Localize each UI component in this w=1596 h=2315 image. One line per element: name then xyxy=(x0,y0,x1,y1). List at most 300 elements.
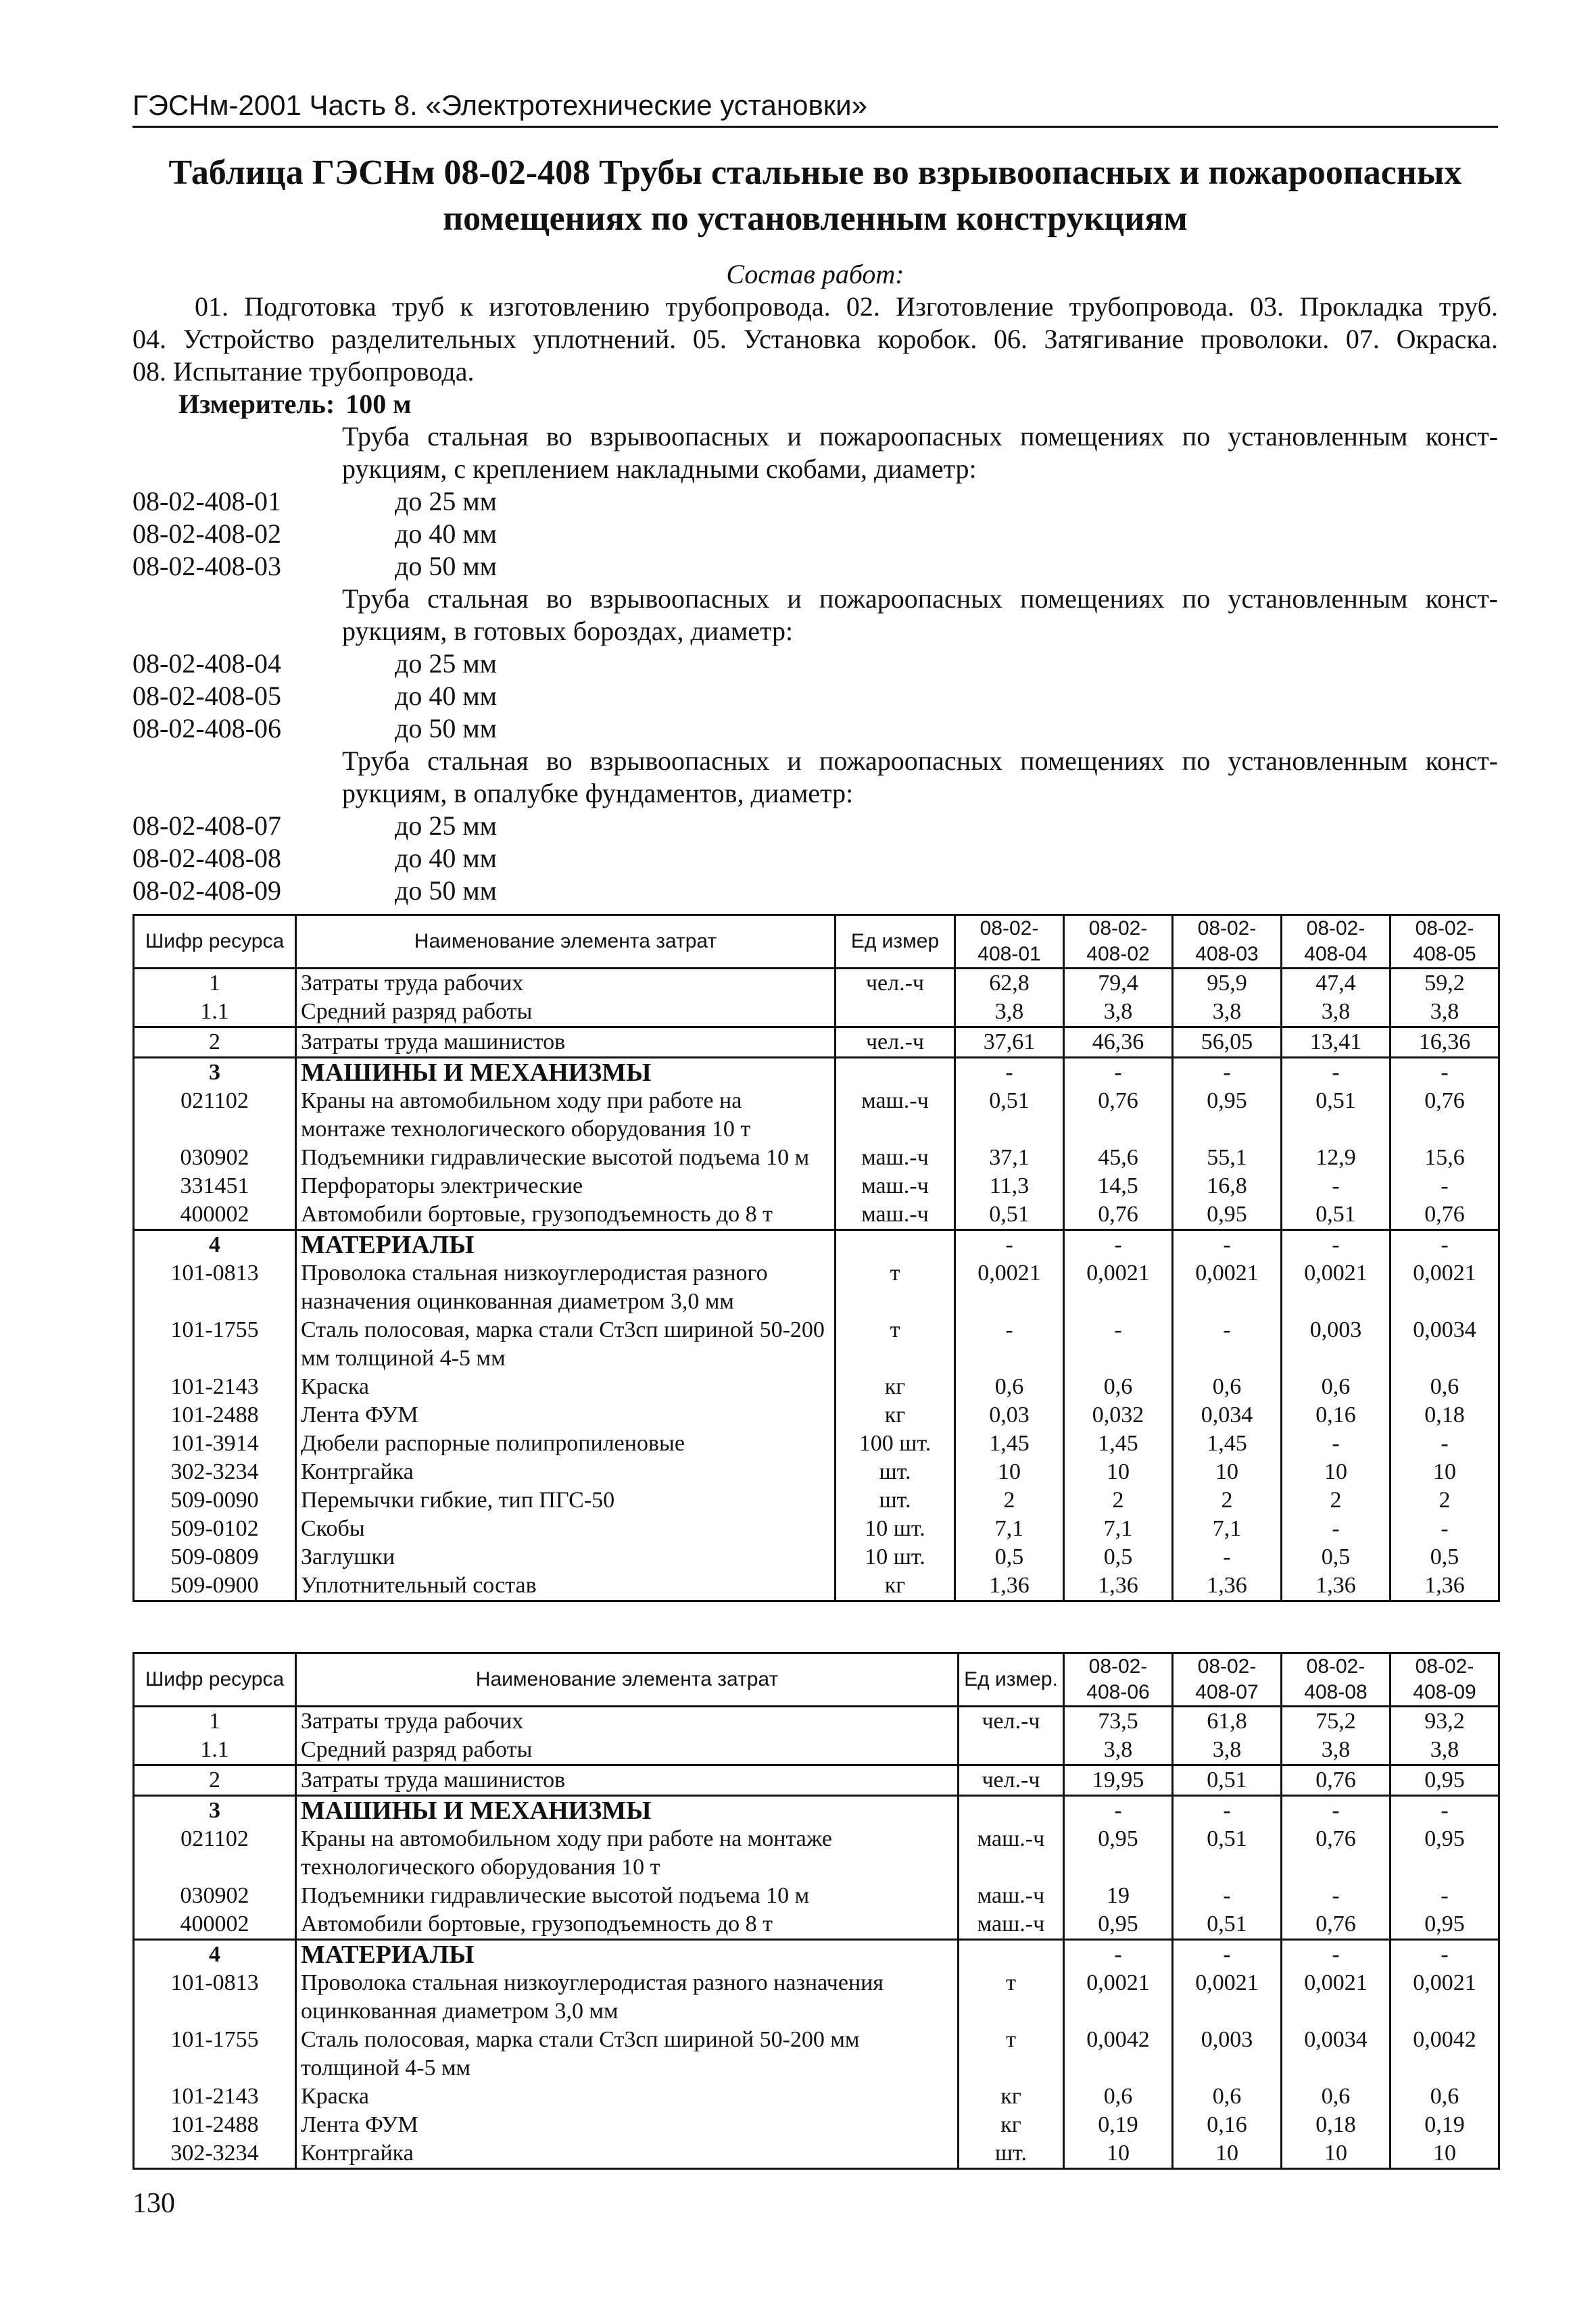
norm-code: 08-02-408-09 xyxy=(132,875,281,906)
unit: кг xyxy=(959,2111,1064,2139)
cost-element-name: Краска xyxy=(296,2082,959,2111)
norm-code: 08-02-408-07 xyxy=(132,810,281,841)
norm-diameter: до 40 мм xyxy=(395,681,497,711)
section-row xyxy=(134,1058,1499,1088)
resource-row xyxy=(134,1825,1499,1882)
unit: кг xyxy=(836,1373,955,1401)
norm-value: 0,76 xyxy=(1064,1200,1173,1230)
norm-value: 3,8 xyxy=(1064,998,1173,1027)
cost-element-name: Контргайка xyxy=(296,1458,836,1486)
norm-value: 0,0021 xyxy=(1282,1259,1391,1316)
norm-diameter: до 40 мм xyxy=(395,518,497,549)
resource-code: 030902 xyxy=(134,1882,296,1910)
norm-value: - xyxy=(1282,1515,1391,1543)
resource-code: 331451 xyxy=(134,1172,296,1200)
header-cost-element: Наименование элемента затрат xyxy=(296,915,836,969)
norm-value: 3,8 xyxy=(1391,1736,1499,1765)
norm-value: 3,8 xyxy=(1064,1736,1173,1765)
resource-code: 302-3234 xyxy=(134,2139,296,2169)
header-norm-code: 08-02-408-02 xyxy=(1064,915,1173,969)
norm-value: 0,6 xyxy=(1173,1373,1282,1401)
norm-value: 0,51 xyxy=(1173,1825,1282,1882)
cost-element-name: Краска xyxy=(296,1373,836,1401)
cost-element-name: Сталь полосовая, марка стали Ст3сп шириной 50-200 мм толщиной 4-5 мм xyxy=(296,2026,959,2082)
norm-value: - xyxy=(1391,1430,1499,1458)
norm-value: 37,1 xyxy=(955,1144,1064,1172)
norm-value: 0,16 xyxy=(1282,1401,1391,1430)
header-norm-code: 08-02-408-07 xyxy=(1173,1653,1282,1707)
norm-value: 59,2 xyxy=(1391,969,1499,998)
norm-value: 7,1 xyxy=(1173,1515,1282,1543)
norm-value: 7,1 xyxy=(955,1515,1064,1543)
norm-value: 55,1 xyxy=(1173,1144,1282,1172)
cost-element-name: Перфораторы электрические xyxy=(296,1172,836,1200)
resource-code: 101-3914 xyxy=(134,1430,296,1458)
norm-value: 0,0042 xyxy=(1064,2026,1173,2082)
unit: чел.-ч xyxy=(959,1707,1064,1736)
norm-value: 0,76 xyxy=(1391,1200,1499,1230)
resource-row xyxy=(134,1969,1499,2026)
resource-row xyxy=(134,1515,1499,1543)
norm-value: 0,95 xyxy=(1064,1825,1173,1882)
header-rule xyxy=(132,126,1498,128)
page-number: 130 xyxy=(132,2188,175,2219)
norm-value: 0,0021 xyxy=(955,1259,1064,1316)
resource-code: 509-0090 xyxy=(134,1486,296,1515)
norm-value: - xyxy=(1173,1796,1282,1826)
cost-element-name: Автомобили бортовые, грузоподъемность до 8 т xyxy=(296,1200,836,1230)
norm-value: 0,6 xyxy=(1064,1373,1173,1401)
resource-row xyxy=(134,1027,1499,1058)
header-resource-code: Шифр ресурса xyxy=(134,915,296,969)
norm-value: 0,76 xyxy=(1064,1087,1173,1144)
resource-code: 509-0102 xyxy=(134,1515,296,1543)
norm-value: 47,4 xyxy=(1282,969,1391,998)
resource-row xyxy=(134,1736,1499,1765)
norm-value: - xyxy=(1173,1058,1282,1088)
resource-row xyxy=(134,1087,1499,1144)
norm-value: 10 xyxy=(955,1458,1064,1486)
norm-diameter: до 50 мм xyxy=(395,551,497,581)
norm-value: 0,0021 xyxy=(1391,1969,1499,2026)
norm-value: 19 xyxy=(1064,1882,1173,1910)
resource-row xyxy=(134,1458,1499,1486)
norm-value: - xyxy=(1064,1058,1173,1088)
section-row xyxy=(134,1796,1499,1826)
norm-value: - xyxy=(1391,1940,1499,1970)
norm-code: 08-02-408-06 xyxy=(132,713,281,744)
norm-value: 93,2 xyxy=(1391,1707,1499,1736)
resource-code: 101-1755 xyxy=(134,2026,296,2082)
norm-value: - xyxy=(1391,1796,1499,1826)
norm-value: 0,18 xyxy=(1391,1401,1499,1430)
norm-item xyxy=(132,518,1498,550)
norm-value: 15,6 xyxy=(1391,1144,1499,1172)
unit: т xyxy=(959,1969,1064,2026)
resource-row xyxy=(134,1144,1499,1172)
norm-value: 56,05 xyxy=(1173,1027,1282,1058)
group-description xyxy=(132,583,1498,648)
header-unit: Ед измер xyxy=(836,915,955,969)
resource-code: 3 xyxy=(134,1796,296,1826)
norm-value: 10 xyxy=(1391,1458,1499,1486)
resource-row xyxy=(134,1373,1499,1401)
resource-code: 021102 xyxy=(134,1825,296,1882)
norm-value: 0,0021 xyxy=(1391,1259,1499,1316)
norm-value: 0,6 xyxy=(955,1373,1064,1401)
norm-value: 0,0034 xyxy=(1391,1316,1499,1373)
norm-value: - xyxy=(1282,1058,1391,1088)
norm-value: - xyxy=(1391,1515,1499,1543)
resource-row xyxy=(134,1430,1499,1458)
norm-value: 95,9 xyxy=(1173,969,1282,998)
unit: шт. xyxy=(959,2139,1064,2169)
norm-value: 1,36 xyxy=(1064,1571,1173,1601)
norm-value: 0,19 xyxy=(1064,2111,1173,2139)
resource-code: 1 xyxy=(134,1707,296,1736)
norm-value: 19,95 xyxy=(1064,1765,1173,1796)
norm-value: 0,51 xyxy=(1282,1087,1391,1144)
norm-value: - xyxy=(1391,1882,1499,1910)
header-norm-code: 08-02-408-01 xyxy=(955,915,1064,969)
norm-value: 0,16 xyxy=(1173,2111,1282,2139)
norm-item xyxy=(132,680,1498,712)
header-cost-element: Наименование элемента затрат xyxy=(296,1653,959,1707)
cost-element-name: МАШИНЫ И МЕХАНИЗМЫ xyxy=(296,1796,959,1826)
norm-value: 0,95 xyxy=(1173,1200,1282,1230)
cost-element-name: Дюбели распорные полипропиленовые xyxy=(296,1430,836,1458)
norm-value: 10 xyxy=(1282,1458,1391,1486)
norm-value: - xyxy=(1282,1940,1391,1970)
resource-row xyxy=(134,1882,1499,1910)
group-description xyxy=(132,745,1498,810)
section-row xyxy=(134,1230,1499,1260)
norm-value: 0,6 xyxy=(1391,2082,1499,2111)
norm-value: 0,76 xyxy=(1282,1825,1391,1882)
norm-value: 0,18 xyxy=(1282,2111,1391,2139)
norm-value: - xyxy=(1173,1316,1282,1373)
resource-code: 101-2488 xyxy=(134,1401,296,1430)
cost-element-name: Проволока стальная низкоуглеродистая разного назначения оцинкованная диаметром 3,0 мм xyxy=(296,1969,959,2026)
resource-code: 1.1 xyxy=(134,998,296,1027)
norm-value: 0,95 xyxy=(1064,1910,1173,1940)
norm-value: 73,5 xyxy=(1064,1707,1173,1736)
header-norm-code: 08-02-408-05 xyxy=(1391,915,1499,969)
norm-value: 0,5 xyxy=(955,1543,1064,1571)
cost-element-name: Краны на автомобильном ходу при работе на монтаже технологического оборудования 10 т xyxy=(296,1825,959,1882)
cost-element-name: Заглушки xyxy=(296,1543,836,1571)
norm-value: 2 xyxy=(1064,1486,1173,1515)
unit: кг xyxy=(836,1571,955,1601)
header-norm-code: 08-02-408-03 xyxy=(1173,915,1282,969)
norm-value: - xyxy=(1064,1230,1173,1260)
norm-value: 2 xyxy=(1391,1486,1499,1515)
norm-value: 11,3 xyxy=(955,1172,1064,1200)
norm-value: 2 xyxy=(1173,1486,1282,1515)
resource-row xyxy=(134,1200,1499,1230)
norm-value: - xyxy=(1173,1543,1282,1571)
norm-diameter: до 25 мм xyxy=(395,810,497,841)
unit: т xyxy=(836,1316,955,1373)
norm-value: 61,8 xyxy=(1173,1707,1282,1736)
group-description-line: Труба стальная во взрывоопасных и пожароопасных помещениях по установленным конст- xyxy=(342,583,1498,614)
norm-code: 08-02-408-03 xyxy=(132,551,281,581)
section-row xyxy=(134,1940,1499,1970)
norm-code: 08-02-408-02 xyxy=(132,518,281,549)
cost-element-name: Проволока стальная низкоуглеродистая разного назначения оцинкованная диаметром 3,0 мм xyxy=(296,1259,836,1316)
norm-value: 0,51 xyxy=(1282,1200,1391,1230)
norm-diameter: до 40 мм xyxy=(395,843,497,873)
resource-row xyxy=(134,1401,1499,1430)
resource-code: 101-2488 xyxy=(134,2111,296,2139)
norm-diameter: до 25 мм xyxy=(395,486,497,516)
cost-element-name: Автомобили бортовые, грузоподъемность до 8 т xyxy=(296,1910,959,1940)
norm-value: - xyxy=(1173,1940,1282,1970)
cost-element-name: Затраты труда рабочих xyxy=(296,1707,959,1736)
norm-value: 0,51 xyxy=(1173,1910,1282,1940)
work-line: 04. Устройство разделительных уплотнений. 05. Установка коробок. 06. Затягивание проволоки. 07. Окраска. xyxy=(132,324,1498,354)
norm-value: 0,0021 xyxy=(1064,1969,1173,2026)
unit: шт. xyxy=(836,1486,955,1515)
norm-value: 0,032 xyxy=(1064,1401,1173,1430)
norm-value: 0,6 xyxy=(1391,1373,1499,1401)
norm-value: - xyxy=(1391,1058,1499,1088)
resource-row xyxy=(134,1707,1499,1736)
norm-diameter: до 50 мм xyxy=(395,875,497,906)
norm-value: - xyxy=(1282,1882,1391,1910)
resource-code: 101-0813 xyxy=(134,1259,296,1316)
table-title: Таблица ГЭСНм 08-02-408 Трубы стальные во взрывоопасных и пожароопасных помещениях по установленным конструкциям xyxy=(168,153,1462,238)
resource-row xyxy=(134,1910,1499,1940)
resource-row xyxy=(134,969,1499,998)
norm-value: 0,76 xyxy=(1391,1087,1499,1144)
resource-code: 030902 xyxy=(134,1144,296,1172)
norm-value: 10 xyxy=(1391,2139,1499,2169)
norm-value: 0,6 xyxy=(1282,1373,1391,1401)
meter-value: 100 м xyxy=(345,389,412,419)
resource-row xyxy=(134,1486,1499,1515)
norm-value: 3,8 xyxy=(1391,998,1499,1027)
resource-code: 509-0809 xyxy=(134,1543,296,1571)
group-description xyxy=(132,420,1498,485)
norm-value: 3,8 xyxy=(1173,998,1282,1027)
norm-value: 1,45 xyxy=(955,1430,1064,1458)
resource-code: 302-3234 xyxy=(134,1458,296,1486)
unit: маш.-ч xyxy=(959,1825,1064,1882)
unit: шт. xyxy=(836,1458,955,1486)
header-norm-code: 08-02-408-06 xyxy=(1064,1653,1173,1707)
unit: т xyxy=(959,2026,1064,2082)
work-line: 01. Подготовка труб к изготовлению трубопровода. 02. Изготовление трубопровода. 03. Прокладка труб. xyxy=(195,291,1498,322)
norm-code: 08-02-408-04 xyxy=(132,648,281,679)
unit: маш.-ч xyxy=(959,1882,1064,1910)
norm-value: 2 xyxy=(1282,1486,1391,1515)
norm-value: 0,51 xyxy=(955,1200,1064,1230)
resource-code: 4 xyxy=(134,1230,296,1260)
norm-value: 0,0042 xyxy=(1391,2026,1499,2082)
norm-value: 16,8 xyxy=(1173,1172,1282,1200)
resource-code: 2 xyxy=(134,1027,296,1058)
resource-row xyxy=(134,1571,1499,1601)
meter xyxy=(178,388,411,420)
norm-value: 0,95 xyxy=(1173,1087,1282,1144)
cost-element-name: Средний разряд работы xyxy=(296,998,836,1027)
norm-value: 3,8 xyxy=(1282,1736,1391,1765)
resource-row xyxy=(134,1172,1499,1200)
resource-code: 4 xyxy=(134,1940,296,1970)
norm-value: 0,6 xyxy=(1173,2082,1282,2111)
running-header: ГЭСНм-2001 Часть 8. «Электротехнические установки» xyxy=(132,89,867,121)
group-description-line: рукциям, в опалубке фундаментов, диаметр: xyxy=(342,778,854,808)
norm-code: 08-02-408-05 xyxy=(132,681,281,711)
norm-value: 62,8 xyxy=(955,969,1064,998)
norm-value: 79,4 xyxy=(1064,969,1173,998)
resource-code: 101-0813 xyxy=(134,1969,296,2026)
header-norm-code: 08-02-408-08 xyxy=(1282,1653,1391,1707)
norm-value: 0,19 xyxy=(1391,2111,1499,2139)
cost-element-name: Подъемники гидравлические высотой подъема 10 м xyxy=(296,1882,959,1910)
resource-code: 1 xyxy=(134,969,296,998)
norm-value: - xyxy=(1282,1230,1391,1260)
unit: маш.-ч xyxy=(836,1087,955,1144)
norm-value: - xyxy=(1064,1940,1173,1970)
norm-value: 0,03 xyxy=(955,1401,1064,1430)
norm-value: - xyxy=(1391,1172,1499,1200)
norm-value: 0,003 xyxy=(1173,2026,1282,2082)
norm-value: 46,36 xyxy=(1064,1027,1173,1058)
header-resource-code: Шифр ресурса xyxy=(134,1653,296,1707)
meter-label: Измеритель: xyxy=(178,389,335,419)
resource-code: 3 xyxy=(134,1058,296,1088)
norm-value: 0,0021 xyxy=(1282,1969,1391,2026)
cost-element-name: Уплотнительный состав xyxy=(296,1571,836,1601)
unit: 10 шт. xyxy=(836,1543,955,1571)
norm-value: 1,36 xyxy=(1173,1571,1282,1601)
norm-value: 7,1 xyxy=(1064,1515,1173,1543)
resource-row xyxy=(134,2139,1499,2169)
cost-element-name: Скобы xyxy=(296,1515,836,1543)
header-norm-code: 08-02-408-04 xyxy=(1282,915,1391,969)
resource-code: 021102 xyxy=(134,1087,296,1144)
resource-row xyxy=(134,1543,1499,1571)
work-composition-text xyxy=(132,291,1498,388)
unit: маш.-ч xyxy=(836,1200,955,1230)
norm-value: 10 xyxy=(1173,1458,1282,1486)
norm-item xyxy=(132,712,1498,745)
norm-value: 0,0021 xyxy=(1064,1259,1173,1316)
norm-value: - xyxy=(955,1316,1064,1373)
cost-element-name: Перемычки гибкие, тип ПГС-50 xyxy=(296,1486,836,1515)
norm-value: 0,51 xyxy=(1173,1765,1282,1796)
unit xyxy=(959,1940,1064,1970)
norm-value: - xyxy=(1064,1796,1173,1826)
unit xyxy=(959,1736,1064,1765)
norm-value: 0,5 xyxy=(1064,1543,1173,1571)
norm-value: 10 xyxy=(1173,2139,1282,2169)
norm-value: 37,61 xyxy=(955,1027,1064,1058)
norm-value: - xyxy=(1282,1172,1391,1200)
unit: маш.-ч xyxy=(836,1172,955,1200)
norm-value: 0,034 xyxy=(1173,1401,1282,1430)
cost-element-name: Средний разряд работы xyxy=(296,1736,959,1765)
norm-value: 1,36 xyxy=(1391,1571,1499,1601)
norm-diameter: до 50 мм xyxy=(395,713,497,744)
table-header-row xyxy=(134,915,1499,969)
norm-code: 08-02-408-08 xyxy=(132,843,281,873)
cost-element-name: МАШИНЫ И МЕХАНИЗМЫ xyxy=(296,1058,836,1088)
cost-element-name: МАТЕРИАЛЫ xyxy=(296,1230,836,1260)
norm-value: 0,003 xyxy=(1282,1316,1391,1373)
resource-code: 101-1755 xyxy=(134,1316,296,1373)
norm-value: - xyxy=(1282,1796,1391,1826)
resource-row xyxy=(134,2082,1499,2111)
norm-value: 13,41 xyxy=(1282,1027,1391,1058)
cost-element-name: Лента ФУМ xyxy=(296,2111,959,2139)
norm-value: 10 xyxy=(1064,1458,1173,1486)
norm-diameter: до 25 мм xyxy=(395,648,497,679)
unit: кг xyxy=(836,1401,955,1430)
norm-item xyxy=(132,875,1498,907)
group-description-line: рукциям, с креплением накладными скобами, диаметр: xyxy=(342,454,977,484)
cost-element-name: Сталь полосовая, марка стали Ст3сп шириной 50-200 мм толщиной 4-5 мм xyxy=(296,1316,836,1373)
unit xyxy=(836,1058,955,1088)
group-description-line: рукциям, в готовых бороздах, диаметр: xyxy=(342,616,794,646)
norm-value: 0,5 xyxy=(1391,1543,1499,1571)
norm-value: 0,76 xyxy=(1282,1910,1391,1940)
norm-value: - xyxy=(955,1230,1064,1260)
unit: маш.-ч xyxy=(836,1144,955,1172)
norm-value: 0,76 xyxy=(1282,1765,1391,1796)
norm-value: 0,6 xyxy=(1064,2082,1173,2111)
resource-row xyxy=(134,1765,1499,1796)
norm-value: 3,8 xyxy=(955,998,1064,1027)
work-line: 08. Испытание трубопровода. xyxy=(132,356,475,387)
norm-value: 75,2 xyxy=(1282,1707,1391,1736)
resource-code: 400002 xyxy=(134,1910,296,1940)
resource-code: 101-2143 xyxy=(134,1373,296,1401)
unit xyxy=(836,1230,955,1260)
norm-list xyxy=(132,420,1498,907)
norm-value: 10 xyxy=(1282,2139,1391,2169)
norm-value: 3,8 xyxy=(1282,998,1391,1027)
unit xyxy=(959,1796,1064,1826)
cost-element-name: Лента ФУМ xyxy=(296,1401,836,1430)
unit: 100 шт. xyxy=(836,1430,955,1458)
table-header-row xyxy=(134,1653,1499,1707)
norm-value: - xyxy=(1064,1316,1173,1373)
norm-value: - xyxy=(1173,1230,1282,1260)
cost-element-name: Затраты труда машинистов xyxy=(296,1765,959,1796)
cost-element-name: Краны на автомобильном ходу при работе на монтаже технологического оборудования 10 т xyxy=(296,1087,836,1144)
norm-code: 08-02-408-01 xyxy=(132,486,281,516)
unit: т xyxy=(836,1259,955,1316)
resource-code: 1.1 xyxy=(134,1736,296,1765)
norm-value: 1,45 xyxy=(1064,1430,1173,1458)
norm-value: 0,0034 xyxy=(1282,2026,1391,2082)
norm-value: 12,9 xyxy=(1282,1144,1391,1172)
unit: чел.-ч xyxy=(959,1765,1064,1796)
resource-row xyxy=(134,1259,1499,1316)
norm-item xyxy=(132,842,1498,875)
resource-row xyxy=(134,998,1499,1027)
unit: чел.-ч xyxy=(836,969,955,998)
resource-table-2 xyxy=(132,1652,1500,2170)
cost-element-name: Затраты труда рабочих xyxy=(296,969,836,998)
resource-code: 400002 xyxy=(134,1200,296,1230)
header-norm-code: 08-02-408-09 xyxy=(1391,1653,1499,1707)
norm-value: 1,36 xyxy=(1282,1571,1391,1601)
norm-item xyxy=(132,648,1498,680)
